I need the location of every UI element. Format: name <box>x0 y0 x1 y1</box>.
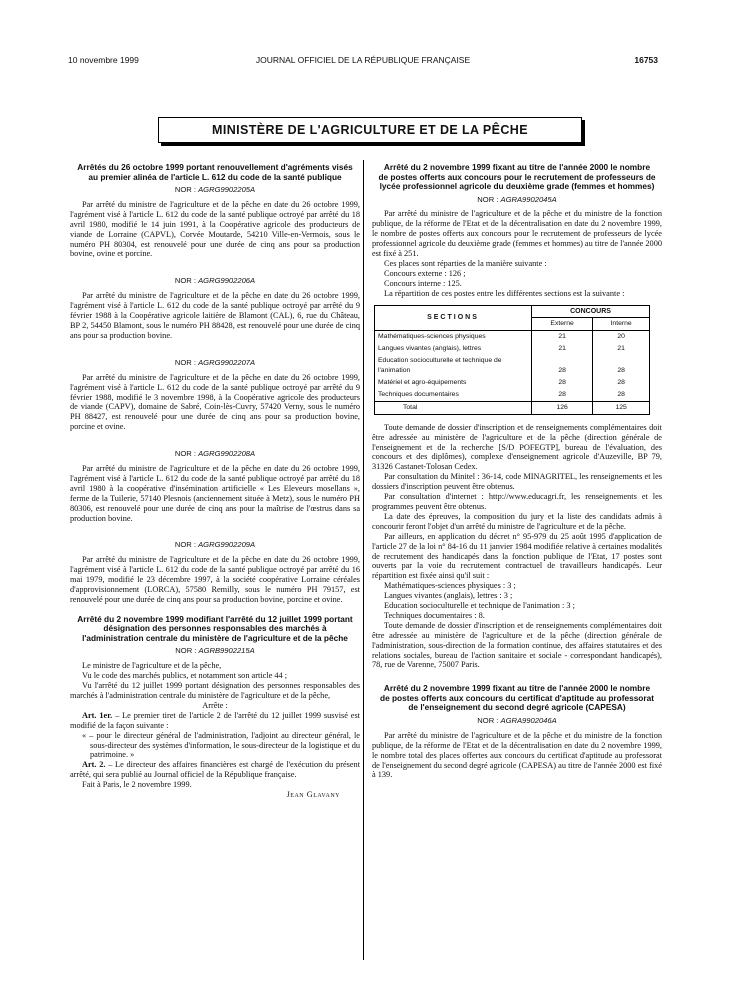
arrete-label: Arrête : <box>202 700 228 710</box>
arrete-title-lycee-professionnel: Arrêté du 2 novembre 1999 fixant au titre de l'année 2000 le nombre de postes offerts aux concours pour le recrutement de professeurs de lycée professionnel agricole du deuxième grade (femmes et hommes) <box>378 162 656 191</box>
table-cell-section: Education socioculturelle et technique de l'animation <box>375 355 532 377</box>
paragraph: Toute demande de dossier d'inscription et de renseignements complémentaires doit être adressée au ministère de l'agriculture et de la pêche (direction générale de l'administration, sous-direction de la formation continue, des affaires statutaires et des relations sociales, bureau de l'action sanitaire et sociale - correspondant handicapés), 78, rue de Varenne, 75007 Paris. <box>372 620 662 670</box>
paragraph: Toute demande de dossier d'inscription et de renseignements complémentaires doit être adressée au ministère de l'agriculture et de la pêche (direction générale de l'enseignement et de la recherche [S/D POFEGTP], bureau de l'évaluation, des concours et des diplômes), complexe d'enseignement agricole d'Auzeville, BP 79, 31326 Castanet-Tolosan Cedex. <box>372 422 662 472</box>
table-header-externe: Externe <box>532 318 593 331</box>
table-cell-externe: 28 <box>532 355 593 377</box>
running-header <box>68 55 658 69</box>
paragraph: La répartition de ces postes entre les différentes sections est la suivante : <box>384 288 625 298</box>
nor-reference: NOR : AGRA9902045A <box>477 194 557 204</box>
paragraph: Par arrêté du ministre de l'agriculture et de la pêche en date du 26 octobre 1999, l'agrément visé à l'article L. 612 du code de la santé publique octroyé par arrêté du 9 février 1988, modifié le 3 novembre 1998, à la Coopérative agricole des producteurs de viande (CAPV), domaine de Sabré, Coin-lès-Cuvry, 57420 Verny, sous le numéro PH 88427, est renouvelé pour une durée de cinq ans pour sa production bovine, porcine et ovine. <box>70 372 360 432</box>
list-item: Techniques documentaires : 8. <box>384 610 485 620</box>
nor-reference: NOR : AGRG9902209A <box>174 540 256 550</box>
arrete-title-renouvellement: Arrêtés du 26 octobre 1999 portant renouvellement d'agréments visés au premier alinéa de l'article L. 612 du code de la santé publique <box>77 162 353 182</box>
list-item: Langues vivantes (anglais), lettres : 3 ; <box>384 591 513 601</box>
paragraph: Par arrêté du ministre de l'agriculture et de la pêche et du ministre de la fonction publique, de la réforme de l'Etat et de la décentralisation en date du 2 novembre 1999, le nombre de postes offerts aux concours pour le recrutement de professeurs de lycée professionnel agricole du deuxième grade (femmes et hommes) au titre de l'année 2000 est fixé à 251. <box>372 209 662 259</box>
paragraph: Concours externe : 126 ; <box>384 268 466 278</box>
signature: Jean Glavany <box>286 790 340 800</box>
table-cell-externe: 28 <box>532 389 593 401</box>
column-divider <box>363 160 364 960</box>
nor-reference: NOR : AGRA9902046A <box>477 715 557 725</box>
table-cell-interne: 20 <box>593 331 650 343</box>
table-total-label: Total <box>375 401 532 414</box>
list-item: Education socioculturelle et technique de l'animation : 3 ; <box>384 601 575 611</box>
paragraph: Par ailleurs, en application du décret n° 95-979 du 25 août 1995 d'application de l'article 27 de la loi n° 84-16 du 11 janvier 1984 modifiée relative à certaines modalités de recrutement des handicapés dans la fonction publique de l'Etat, 17 postes sont ouverts par la voie du recrutement contractuel de travailleurs handicapés. Leur répartition est fixée ainsi qu'il suit : <box>372 531 662 581</box>
nor-reference: NOR : AGRG9902206A <box>174 276 256 286</box>
paragraph: Par consultation d'internet : http://www.educagri.fr, les renseignements et les programmes peuvent être obtenus. <box>372 492 662 511</box>
table-cell-interne: 28 <box>593 377 650 389</box>
ministry-banner: MINISTÈRE DE L'AGRICULTURE ET DE LA PÊCHE <box>158 117 582 143</box>
paragraph: Par arrêté du ministre de l'agriculture et de la pêche en date du 26 octobre 1999, l'agrément visé à l'article L. 612 du code de la santé publique octroyé par arrêté du 18 avril 1980, modifié le 14 juin 1991, à la Coopérative agricole des producteurs de viande de Lorraine (CAPVL), Corvée Moutarde, 54210 Ville-en-Vermois, sous le numéro PH 80304, est renouvelé pour une durée de cinq ans pour sa production bovine, ovine et porcine. <box>70 199 360 259</box>
table-cell-section: Techniques documentaires <box>375 389 532 401</box>
concours-table <box>374 305 650 415</box>
table-header-interne: Interne <box>593 318 650 331</box>
paragraph: Par arrêté du ministre de l'agriculture et de la pêche et du ministre de la fonction publique, de la réforme de l'Etat et de la décentralisation en date du 2 novembre 1999, le nombre total des places offertes aux concours du certificat d'aptitude au professorat de l'enseignement du second degré agricole (CAPESA) au titre de l'année 2000 est fixé à 139. <box>372 730 662 780</box>
paragraph: Concours interne : 125. <box>384 278 462 288</box>
table-cell-interne: 28 <box>593 355 650 377</box>
nor-reference: NOR : AGRB9902215A <box>175 646 255 656</box>
nor-reference: NOR : AGRG9902208A <box>174 449 256 459</box>
paragraph: Le ministre de l'agriculture et de la pêche, <box>82 661 222 671</box>
table-cell-externe: 21 <box>532 343 593 355</box>
right-column <box>372 163 662 780</box>
paragraph: Par consultation du Minitel : 36-14, code MINAGRITEL, les renseignements et les dossiers d'inscription peuvent être obtenus. <box>372 472 662 492</box>
arrete-title-marches: Arrêté du 2 novembre 1999 modifiant l'arrêté du 12 juillet 1999 portant désignation des personnes responsables des marchés à l'administration centrale du ministère de l'agriculture et de la pêche <box>77 613 353 643</box>
nor-reference: NOR : AGRG9902205A <box>174 185 256 194</box>
table-total-externe: 126 <box>532 401 593 414</box>
table-total-interne: 125 <box>593 401 650 414</box>
article-1-bullet: « – pour le directeur général de l'administration, l'adjoint au directeur général, le sous-directeur des systèmes d'information, le sous-directeur de la logistique et du patrimoine. » <box>82 730 360 760</box>
table-header-concours: CONCOURS <box>532 305 650 318</box>
table-cell-section: Langues vivantes (anglais), lettres <box>375 343 532 355</box>
left-column <box>70 163 360 800</box>
article-1: Art. 1er. – Le premier tiret de l'article 2 de l'arrêté du 12 juillet 1999 susvisé est modifié de la façon suivante : <box>70 710 360 730</box>
table-cell-section: Matériel et agro-équipements <box>375 377 532 389</box>
header-date: 10 novembre 1999 <box>68 55 139 65</box>
nor-reference: NOR : AGRG9902207A <box>174 357 256 367</box>
header-journal-title: JOURNAL OFFICIEL DE LA RÉPUBLIQUE FRANÇAISE <box>255 55 471 65</box>
fait-a-paris: Fait à Paris, le 2 novembre 1999. <box>82 780 192 790</box>
paragraph: Par arrêté du ministre de l'agriculture et de la pêche en date du 26 octobre 1999, l'agrément visé à l'article L. 612 du code de la santé publique octroyé par arrêté du 9 février 1988 à la Coopérative agricole laitière de Blamont (CAL), 6, rue du Château, BP 2, 54450 Blamont, sous le numéro PH 88428, est renouvelé pour une durée de cinq ans pour sa production bovine. <box>70 291 360 340</box>
paragraph: Par arrêté du ministre de l'agriculture et de la pêche en date du 26 octobre 1999, l'agrément visé à l'article L. 612 du code de la santé publique octroyé par arrêté du 18 avril 1980 à la coopérative d'insémination artificielle « Les Eleveurs mosellans », ferme de la Tuilerie, 57140 Plesnois (anciennement située à Metz), sous le numéro PH 80306, est renouvelé pour une durée de cinq ans pour la maîtrise de l'œstrus dans sa production bovine. <box>70 464 360 523</box>
table-cell-externe: 21 <box>532 331 593 343</box>
header-page-number: 16753 <box>634 55 658 65</box>
list-item: Mathématiques-sciences physiques : 3 ; <box>384 581 516 591</box>
table-cell-section: Mathématiques-sciences physiques <box>375 331 532 343</box>
table-header-sections: SECTIONS <box>375 305 532 331</box>
paragraph: La date des épreuves, la composition du jury et la liste des candidats admis à concourir feront l'objet d'un arrêté du ministre de l'agriculture et de la pêche. <box>372 511 662 531</box>
paragraph: Vu le code des marchés publics, et notamment son article 44 ; <box>82 671 288 681</box>
paragraph: Vu l'arrêté du 12 juillet 1999 portant désignation des personnes responsables des marchés à l'administration centrale du ministère de l'agriculture et de la pêche, <box>70 681 360 701</box>
table-cell-interne: 21 <box>593 343 650 355</box>
article-2: Art. 2. – Le directeur des affaires financières est chargé de l'exécution du présent arrêté, qui sera publié au Journal officiel de la République française. <box>70 760 360 780</box>
paragraph: Par arrêté du ministre de l'agriculture et de la pêche en date du 26 octobre 1999, l'agrément visé à l'article L. 612 du code de la santé publique octroyé par arrêté du 16 mai 1979, modifié le 23 décembre 1997, à la société coopérative Lorraine céréales d'approvisionnement (LORCA), 57580 Remilly, sous le numéro PH 79157, est renouvelé pour une durée de cinq ans pour sa production bovine, porcine et ovine. <box>70 555 360 604</box>
paragraph: Ces places sont réparties de la manière suivante : <box>384 258 547 268</box>
arrete-title-capesa: Arrêté du 2 novembre 1999 fixant au titre de l'année 2000 le nombre de postes offerts aux concours du certificat d'aptitude au professorat de l'enseignement du second degré agricole (CAPESA) <box>380 683 654 713</box>
table-cell-externe: 28 <box>532 377 593 389</box>
table-cell-interne: 28 <box>593 389 650 401</box>
